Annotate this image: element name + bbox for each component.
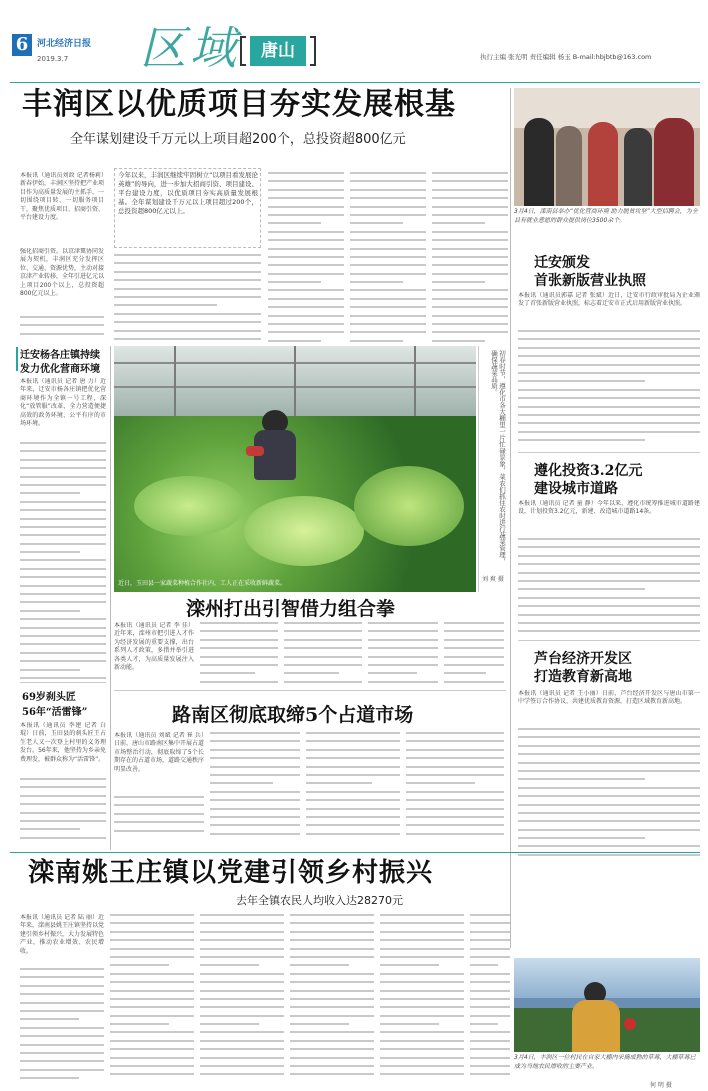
bottom-subheadline: 去年全镇农民人均收入达28270元 [236, 894, 403, 907]
left-column-rule [110, 346, 111, 850]
bottom-col3 [200, 914, 284, 1084]
lunan-col3 [306, 732, 400, 842]
left-rule [20, 682, 106, 683]
lead-headline: 丰润区以优质项目夯实发展根基 [22, 87, 456, 122]
right-article-1-body: 本报讯（通讯员郭嘉 记者 张斌）近日，迁安市行政审批局为企业颁发了首张新版营业执照，标志着迁安市正式启用新版营业执照。 [518, 292, 700, 308]
right-article-1-title-2: 首张新版营业执照 [534, 273, 646, 289]
page-number: 6 [15, 34, 29, 55]
lunan-rule [114, 690, 506, 691]
lead-summary: 今年以来，丰润区继续牢固树立“以项目看发展论英雄”的导向，进一步加大招商引资、项目建设、平台建设力度，以优质项目夯实高质量发展根基。全年谋划建设千万元以上项目超过200个，总投资超800亿元以上。 [118, 171, 258, 215]
editors-line: 执行主编 张光明 责任编辑 杨玉 B-mail:hbjbtb@163.com [480, 53, 652, 61]
lead-subheadline: 全年谋划建设千万元以上项目超200个，总投资超800亿元 [70, 132, 406, 147]
paper-name: 河北经济日报 [37, 39, 92, 49]
luanzhou-headline: 滦州打出引智借力组合拳 [186, 598, 396, 620]
luanzhou-col5 [444, 622, 504, 684]
lead-col2-lines [114, 254, 261, 342]
strawberry-caption: 3月4日，丰润区一位村民在自家大棚内采摘成熟的草莓，大棚草莓已成为当地农民增收的主要产业。 [514, 1054, 696, 1070]
job-fair-photo [514, 88, 700, 206]
left-article-2-body: 本报讯（通讯员 李建 记者 白琨）日前，玉田县的刹头匠王占生老人又一次登上村里的义务理发台。56年来，他坚持为乡亲免费理发，被群众称为“活雷锋”。 [20, 722, 106, 763]
left-article-1-mark [16, 347, 18, 371]
bottom-body: 本报讯（通讯员 记者 陆 丽）近年来，滦南县姚王庄镇坚持以党建引领乡村振兴，大力发展特色产业，推动农业增效、农民增收。 [20, 914, 104, 955]
left-article-1-title-1: 迁安杨各庄镇持续 [20, 350, 100, 361]
left-article-1-body: 本报讯（通讯员 记者 唐 力）近年来，迁安市杨各庄镇把优化营商环境作为全镇一号工程，深化“放管服”改革，全力营造便捷高效的政务环境、公平有序的市场环境。 [20, 378, 106, 428]
left-article-1-lines [20, 442, 106, 680]
left-article-2-title-1: 69岁刹头匠 [22, 692, 76, 703]
greenhouse-vertical-caption: 初春时节，遵化市各大棚里一片忙碌景象，菜农们抓住农时进行蔬菜管理，确保蔬菜品质。 [490, 350, 506, 565]
bracket-right [310, 36, 316, 66]
right-article-2-title-2: 建设城市道路 [534, 481, 618, 497]
luanzhou-body: 本报讯（通讯员 记者 李 佳）近年来，滦州市把引进人才作为经济发展的重要支撑，出台系列人才政策，多措并举引进各类人才，为高质量发展注入新动能。 [114, 622, 194, 672]
greenhouse-photo [114, 346, 476, 592]
right-article-2-title-1: 遵化投资3.2亿元 [534, 463, 643, 479]
bottom-headline: 滦南姚王庄镇以党建引领乡村振兴 [28, 858, 434, 888]
lead-col5-lines [432, 172, 508, 342]
bracket-left [240, 36, 246, 66]
strawberry-photo [514, 958, 700, 1052]
header-rule [10, 82, 700, 83]
strawberry-credit: 何 明 摄 [650, 1082, 672, 1089]
left-article-1-title-2: 发力优化营商环境 [20, 364, 100, 375]
lead-col3-lines [268, 172, 344, 342]
left-article-2-lines [20, 778, 106, 848]
lead-col1-para: 强化招商引资。以京津冀协同发展为契机，丰润区充分发挥区位、交通、资源优势，主动对接京津产业转移，全年引进亿元以上项目200个以上，总投资超800亿元以上。 [20, 248, 104, 298]
city-tag: 唐山 [261, 41, 295, 61]
greenhouse-caption: 近日，玉田县一家蔬菜种植合作社内，工人正在采收新鲜蔬菜。 [118, 580, 287, 587]
lunan-col1-rest [114, 796, 204, 842]
right-article-2-body: 本报讯（通讯员 记者 童 静）今年以来，遵化市统筹推进城市道路建设，计划投资3.2亿元，新建、改造城市道路14条。 [518, 500, 700, 516]
section-script-logo: 区域 [140, 21, 240, 75]
right-article-3-title-2: 打造教育新高地 [534, 669, 632, 685]
luanzhou-col2 [200, 622, 278, 684]
lunan-headline: 路南区彻底取缔5个占道市场 [172, 704, 414, 726]
luanzhou-col3 [284, 622, 362, 684]
right-article-3-title-1: 芦台经济开发区 [534, 651, 632, 667]
right-rule-1 [518, 452, 700, 453]
lead-col1-intro: 本报讯（通讯员刘政 记者杨莉）新春伊始，丰润区坚持把产业项目作为高质量发展的主抓手，一切围绕项目转、一切服务项目干，聚焦优质项目、招商引资、平台建设力度。 [20, 172, 104, 222]
greenhouse-credit: 刘 爽 摄 [482, 576, 504, 583]
bottom-col2 [110, 914, 194, 1084]
lunan-col4 [406, 732, 504, 842]
lead-col4-lines [350, 172, 426, 342]
luanzhou-col4 [368, 622, 438, 684]
bottom-col5 [380, 914, 464, 1084]
right-article-3-body: 本报讯（通讯员 记者 王小丽）日前，芦台经济开发区与唐山市第一中学签订合作协议，共建优质教育资源，打造区域教育新高地。 [518, 690, 700, 706]
right-article-3-lines [518, 728, 700, 858]
bottom-col4 [290, 914, 374, 1084]
bottom-rule [10, 852, 700, 853]
issue-date: 2019.3.7 [37, 55, 69, 63]
right-rule-2 [518, 640, 700, 641]
right-article-1-title-1: 迁安颁发 [534, 255, 590, 271]
lunan-col2 [210, 732, 300, 842]
bottom-col6 [470, 914, 510, 1084]
right-column-rule [510, 88, 511, 948]
right-article-2-lines [518, 538, 700, 634]
right-article-1-lines [518, 330, 700, 448]
lunan-body: 本报讯（通讯员 刘斌 记者 崔 兵）日前，唐山市路南区集中开展占道市场整治行动，彻底取缔了5个长期存在的占道市场，道路交通秩序明显改善。 [114, 732, 204, 773]
job-fair-caption: 3月4日，滦南县举办“优化营商环境 助力脱贫攻坚”大型招聘会，为全县有就业意愿的群众提供岗位3500余个。 [514, 208, 698, 224]
lead-col1-lines [20, 316, 104, 340]
header-band [10, 22, 700, 84]
bottom-col1 [20, 968, 104, 1084]
left-article-2-title-2: 56年“活雷锋” [22, 707, 88, 718]
